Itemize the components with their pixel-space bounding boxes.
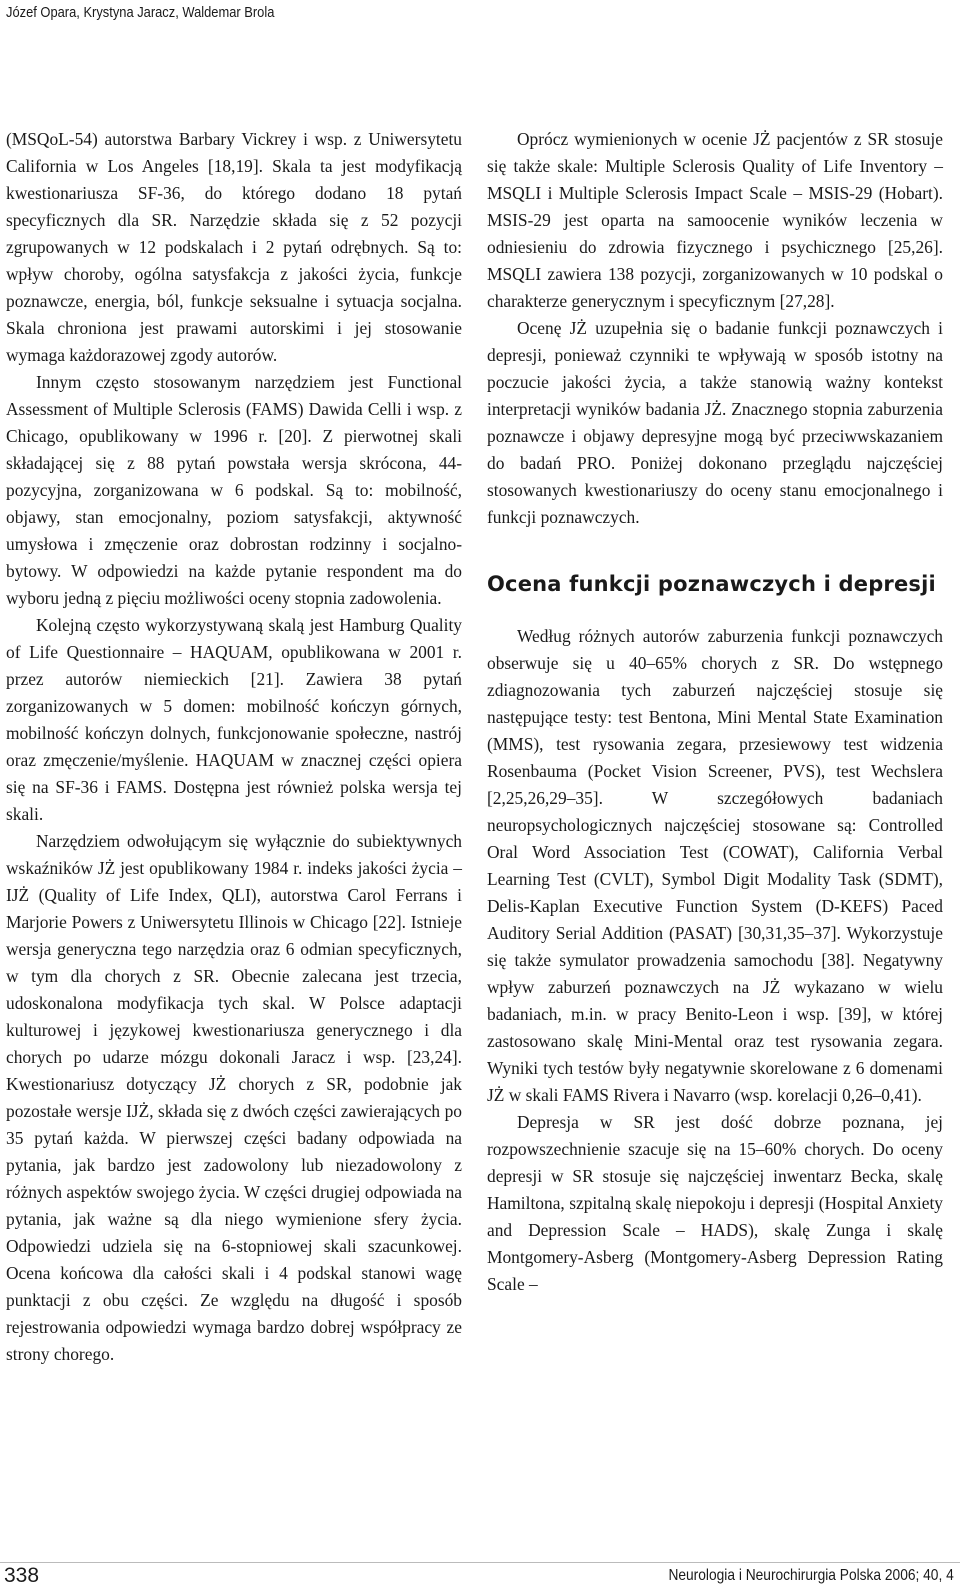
paragraph: Według różnych autorów zaburzenia funkcji poznawczych obserwuje się u 40–65% chorych z SR. Do wstępnego zdiagnozowania tych zaburzeń najczęściej stosuje się następujące testy: test Bentona, Mini Mental State Examination (MMS), test rysowania zegara, przesiewowy test widzenia Rosenbauma (Pocket Vision Screener, PVS), test Wechslera [2,25,26,29–35]. W szczegółowych badaniach neuropsychologicznych najczęściej stosowane są: Controlled Oral Word Association Test (COWAT), California Verbal Learning Test (CVLT), Symbol Digit Modality Task (SDMT), Delis-Kaplan Executive Function System (D-KEFS) Paced Auditory Serial Addition (PASAT) [30,31,35–37]. Wykorzystuje się także symulator prowadzenia samochodu [38]. Negatywny wpływ zaburzeń poznawczych na JŻ wykazano w wielu badaniach, m.in. w pracy Benito-Leon i wsp. [39], w której zastosowano skalę Mini-Mental oraz test rysowania zegara. Wyniki tych testów były negatywnie skorelowane z 6 domenami JŻ w skali FAMS Rivera i Navarro (wsp. korelacji 0,26–0,41). bbox=[487, 626, 943, 1105]
running-head-authors: Józef Opara, Krystyna Jaracz, Waldemar Brola bbox=[6, 4, 275, 21]
paragraph: Narzędziem odwołującym się wyłącznie do subiektywnych wskaźników JŻ jest opublikowany 1984 r. indeks jakości życia – IJŻ (Quality of Life Index, QLI), autorstwa Carol Ferrans i Marjorie Powers z Uniwersytetu Illinois w Chicago [22]. Istnieje wersja generyczna tego narzędzia oraz 6 odmian specyficznych, w tym dla chorych z SR. Obecnie zalecana jest trzecia, udoskonalona modyfikacja tych skal. W Polsce adaptacji kulturowej i językowej kwestionariusza generycznego i dla chorych po udarze mózgu dokonali Jaracz i wsp. [23,24]. Kwestionariusz dotyczący JŻ chorych z SR, podobnie jak pozostałe wersje IJŻ, składa się z dwóch części zawierających po 35 pytań każda. W pierwszej części badany odpowiada na pytania, jak bardzo jest zadowolony lub niezadowolony z różnych aspektów swojego życia. W części drugiej odpowiada na pytania, jak ważne są dla niego wymienione sfery życia. Odpowiedzi udziela się na 6-stopniowej skali szacunkowej. Ocena końcowa dla całości skali i 4 podskal stanowi wagę punktacji z obu części. Ze względu na długość i sposób rejestrowania odpowiedzi wymaga bardzo dobrej współpracy ze strony chorego. bbox=[6, 831, 462, 1364]
paragraph: (MSQoL-54) autorstwa Barbary Vickrey i wsp. z Uniwersytetu California w Los Angeles [18,19]. Skala ta jest modyfikacją kwestionariusza SF-36, do którego dodano 18 pytań specyficznych dla SR. Narzędzie składa się z 52 pozycji zgrupowanych w 12 podskalach i 2 pytań odrębnych. Są to: wpływ choroby, ogólna satysfakcja z jakości życia, funkcje poznawcze, energia, ból, funkcje seksualne i sytuacja socjalna. Skala chroniona jest prawami autorskimi i jej stosowanie wymaga każdorazowej zgody autorów. bbox=[6, 129, 462, 365]
paragraph: Oprócz wymienionych w ocenie JŻ pacjentów z SR stosuje się także skale: Multiple Sclerosis Quality of Life Inventory – MSQLI i Multiple Sclerosis Impact Scale – MSIS-29 (Hobart). MSIS-29 jest oparta na samoocenie wyników leczenia w odniesieniu do zdrowia fizycznego i psychicznego [25,26]. MSQLI zawiera 138 pozycji, zorganizowanych w 10 podskal o charakterze generycznym i specyficznym [27,28]. bbox=[487, 129, 943, 311]
page-number: 338 bbox=[4, 1564, 40, 1587]
paragraph: Innym często stosowanym narzędziem jest Functional Assessment of Multiple Sclerosis (FAMS) Dawida Celli i wsp. z Chicago, opublikowany w 1996 r. [20]. Z pierwotnej skali składającej się z 88 pytań powstała wersja skrócona, 44-pozycyjna, zorganizowana w 6 podskal. Są to: mobilność, objawy, stan emocjonalny, poziom satysfakcji, aktywność umysłowa i zmęczenie oraz dobrostan rodzinny i socjalno-bytowy. W odpowiedzi na każde pytanie respondent ma do wyboru jedną z pięciu możliwości oceny stopnia zadowolenia. bbox=[6, 372, 462, 608]
paragraph: Kolejną często wykorzystywaną skalą jest Hamburg Quality of Life Questionnaire – HAQUAM, opublikowana w 2001 r. przez autorów niemieckich [21]. Zawiera 38 pytań zorganizowanych w 5 domen: mobilność kończyn górnych, mobilność kończyn dolnych, funkcjonowanie społeczne, nastrój oraz zmęczenie/myślenie. HAQUAM w znacznej części opiera się na SF-36 i FAMS. Dostępna jest również polska wersja tej skali. bbox=[6, 615, 462, 824]
left-column bbox=[6, 126, 462, 1368]
paragraph: Ocenę JŻ uzupełnia się o badanie funkcji poznawczych i depresji, ponieważ czynniki te wpływają w sposób istotny na poczucie jakości życia, a także stanowią ważny kontekst interpretacji wyników badania JŻ. Znacznego stopnia zaburzenia poznawcze i objawy depresyjne mogą być przeciwwskazaniem do badań PRO. Poniżej dokonano przeglądu najczęściej stosowanych kwestionariuszy do oceny stanu emocjonalnego i funkcji poznawczych. bbox=[487, 318, 943, 527]
right-column bbox=[487, 126, 943, 1298]
section-heading: Ocena funkcji poznawczych i depresji bbox=[487, 572, 936, 596]
paragraph: Depresja w SR jest dość dobrze poznana, jej rozpowszechnienie szacuje się na 15–60% chorych. Do oceny depresji w SR stosuje się najczęściej inwentarz Becka, skalę Hamiltona, szpitalną skalę niepokoju i depresji (Hospital Anxiety and Depression Scale – HADS), skalę Zunga i skalę Montgomery-Asberg (Montgomery-Asberg Depression Rating Scale – bbox=[487, 1112, 943, 1294]
journal-citation: Neurologia i Neurochirurgia Polska 2006; 40, 4 bbox=[668, 1567, 954, 1584]
footer-divider bbox=[0, 1562, 960, 1563]
